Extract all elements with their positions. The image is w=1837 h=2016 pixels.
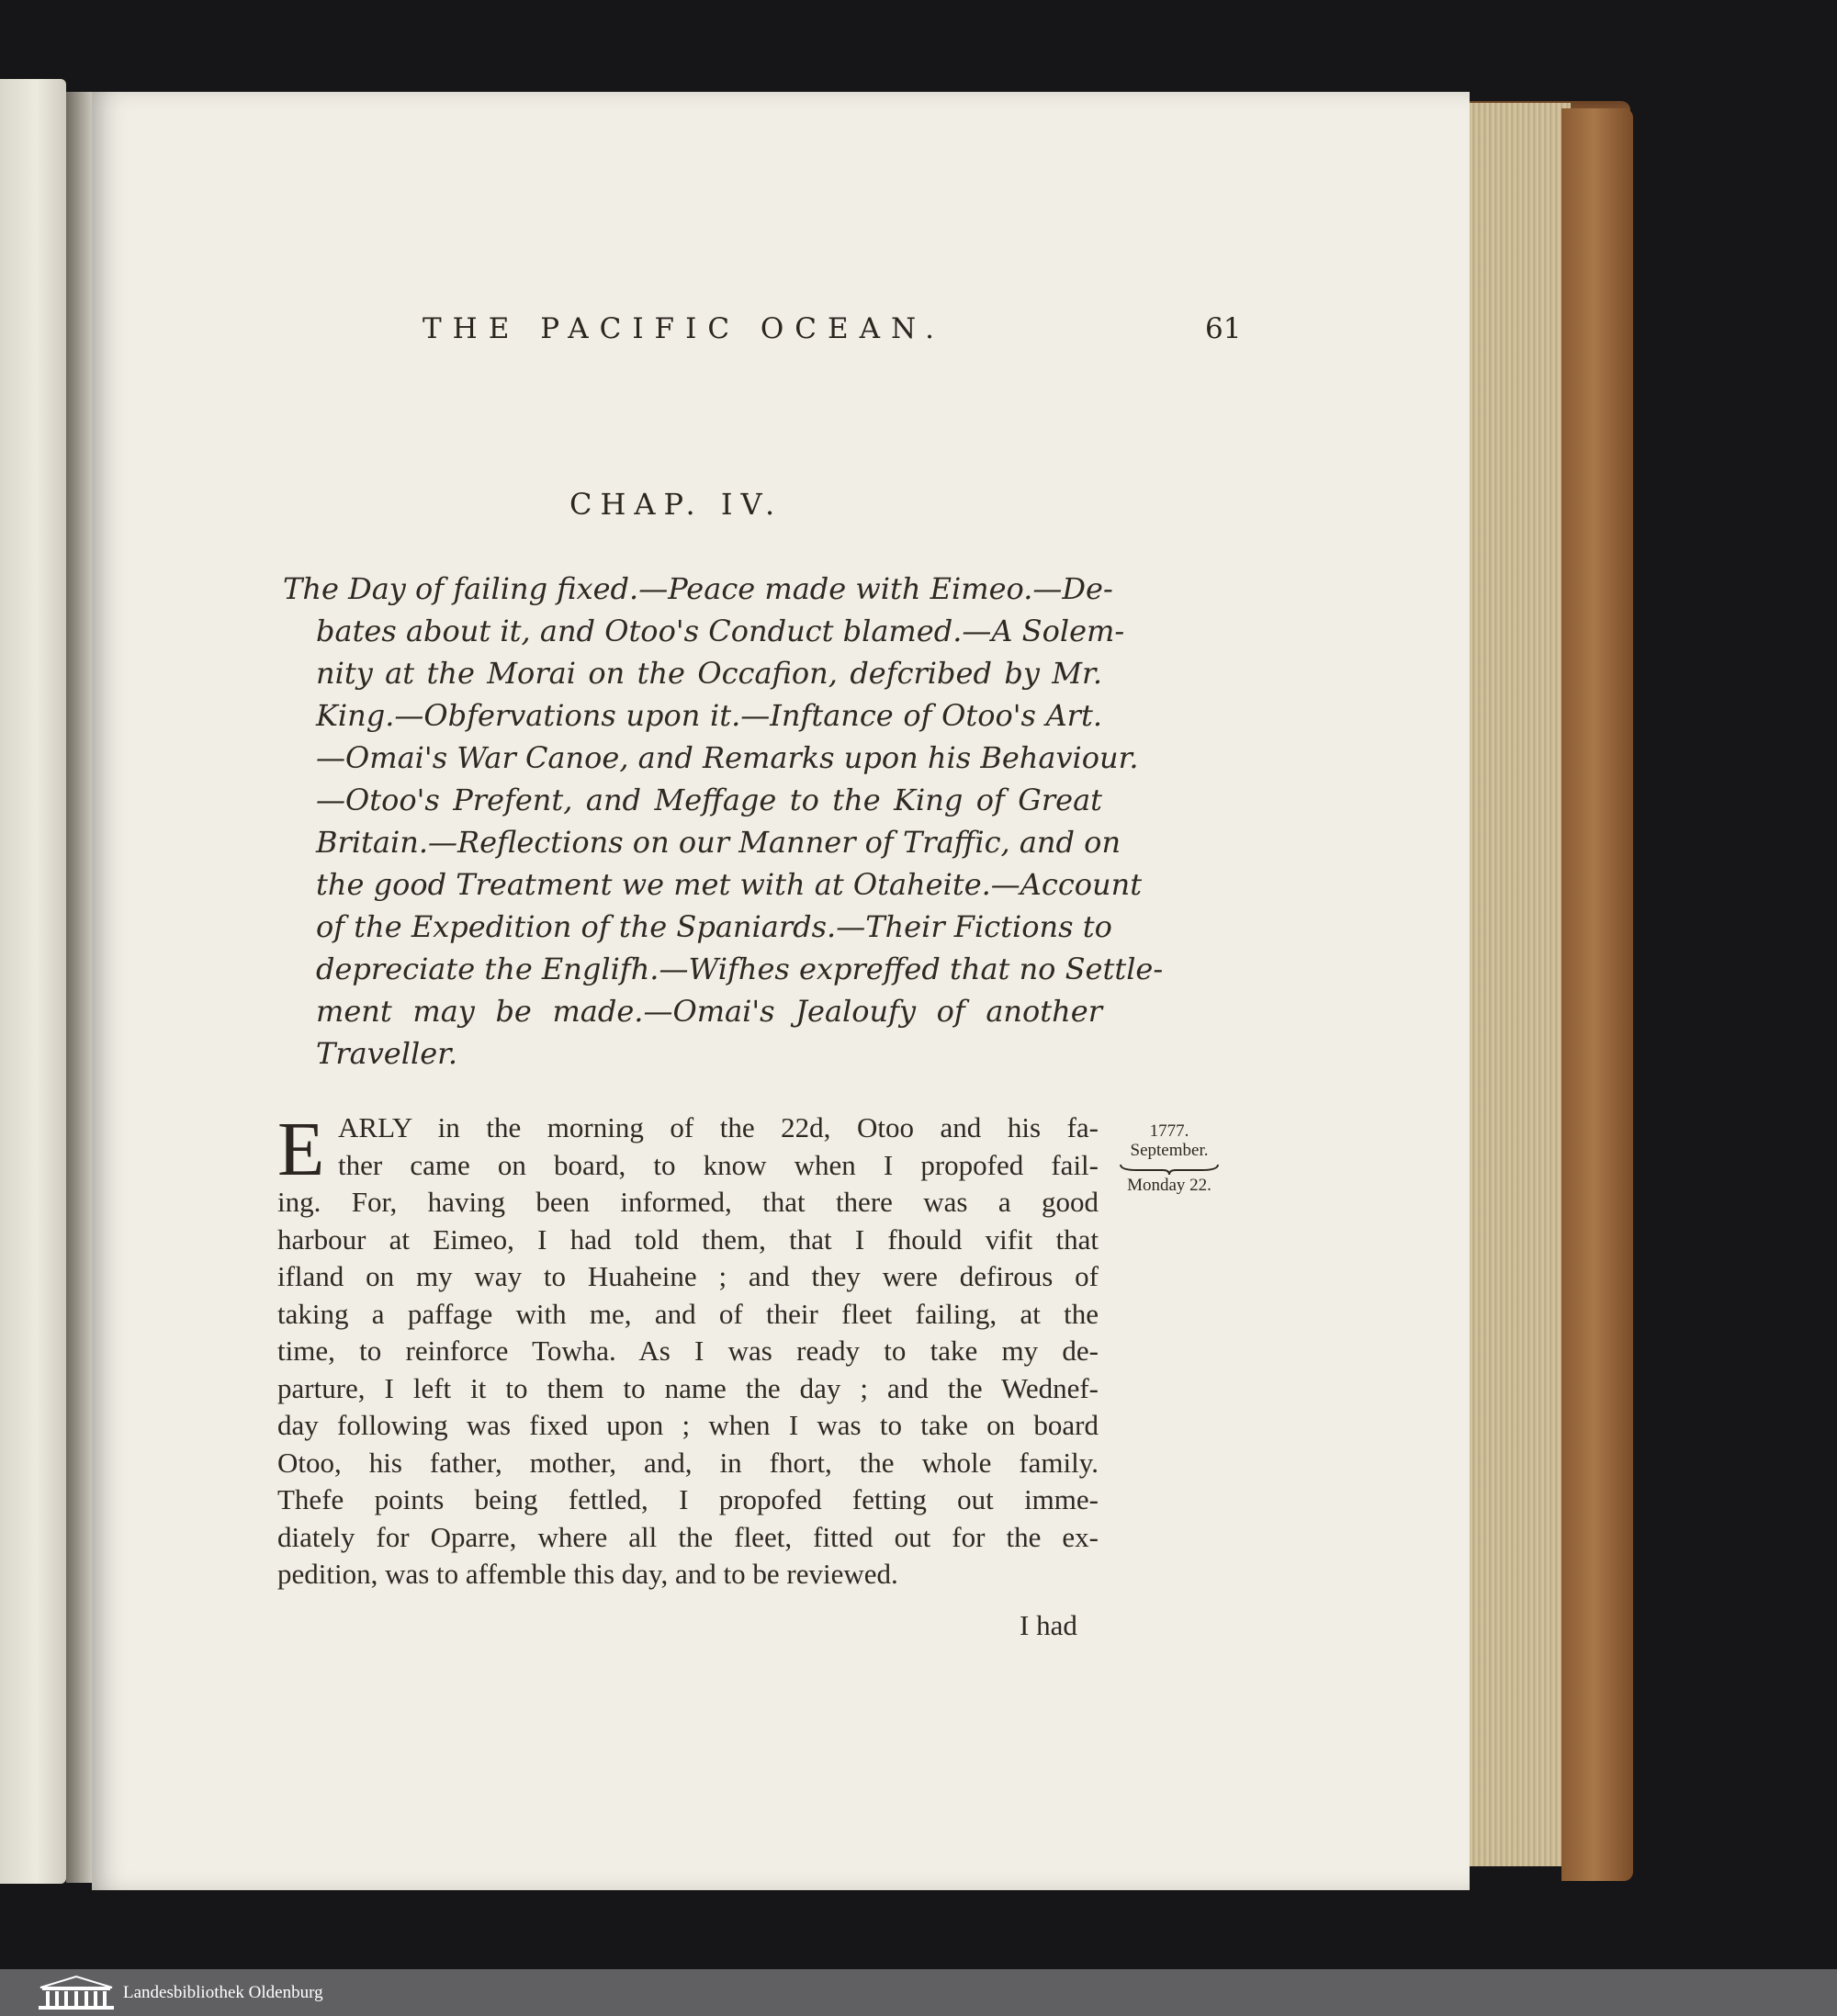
summary-line: —Omai's War Canoe, and Remarks upon his Behaviour. [316, 740, 1139, 775]
summary-line: bates about it, and Otoo's Conduct blamed.—A Solem- [316, 614, 1125, 648]
body-paragraph [277, 1109, 1099, 1594]
body-line: Otoo, his father, mother, and, in fhort, the whole family. [277, 1446, 1099, 1479]
body-line: diately for Oparre, where all the fleet, fitted out for the ex- [277, 1520, 1099, 1553]
summary-line: The Day of failing fixed.—Peace made with Eimeo.—De- [283, 571, 1113, 606]
summary-line: Britain.—Reflections on our Manner of Traffic, and on [316, 825, 1121, 860]
book-cover-spine [1561, 108, 1633, 1881]
catchword: I had [1020, 1609, 1077, 1641]
body-line: ifland on my way to Huaheine ; and they were defirous of [277, 1260, 1099, 1292]
running-head: THE PACIFIC OCEAN. [423, 312, 946, 345]
margin-month: September. [1130, 1141, 1209, 1160]
page-number: 61 [1205, 312, 1242, 345]
summary-line: King.—Obfervations upon it.—Inftance of Otoo's Art. [316, 698, 1102, 733]
margin-date-note [1111, 1122, 1227, 1196]
chapter-summary [283, 568, 1164, 1075]
summary-line: depreciate the Englifh.—Wifhes expreffed that no Settle- [316, 952, 1164, 986]
body-line: ther came on board, to know when I propofed fail- [338, 1148, 1099, 1181]
body-line: taking a paffage with me, and of their fleet failing, at the [277, 1297, 1099, 1330]
body-line: pedition, was to affemble this day, and to be reviewed. [277, 1558, 898, 1590]
library-building-icon [37, 1975, 116, 2011]
drop-cap: E [277, 1107, 325, 1192]
library-name[interactable]: Landesbibliothek Oldenburg [123, 1982, 323, 2002]
summary-line: ment may be made.—Omai's Jealoufy of another [316, 994, 1102, 1029]
body-line: parture, I left it to them to name the day ; and the Wednef- [277, 1371, 1099, 1404]
summary-line: of the Expedition of the Spaniards.—Their Fictions to [316, 909, 1112, 944]
summary-line: —Otoo's Prefent, and Meffage to the King of Great [316, 783, 1102, 817]
body-line: Thefe points being fettled, I propofed fetting out imme- [277, 1483, 1099, 1515]
margin-year: 1777. [1149, 1121, 1189, 1141]
book-gutter [66, 92, 92, 1883]
footer-bar [0, 1969, 1837, 2016]
body-line: day following was fixed upon ; when I was to take on board [277, 1409, 1099, 1441]
left-page-edge [0, 79, 66, 1884]
summary-line: the good Treatment we met with at Otaheite.—Account [316, 867, 1143, 902]
margin-day: Monday 22. [1127, 1176, 1212, 1195]
summary-line: Traveller. [316, 1036, 458, 1071]
page-block-edge [1470, 103, 1571, 1866]
body-line: time, to reinforce Towha. As I was ready to take my de- [277, 1335, 1099, 1367]
brace-icon [1111, 1161, 1227, 1176]
chapter-heading: CHAP. IV. [569, 487, 783, 522]
body-line: ing. For, having been informed, that there was a good [277, 1186, 1099, 1218]
body-line: ARLY in the morning of the 22d, Otoo and his fa- [338, 1111, 1099, 1143]
summary-line: nity at the Morai on the Occafion, defcribed by Mr. [316, 656, 1102, 691]
body-line: harbour at Eimeo, I had told them, that I fhould vifit that [277, 1222, 1099, 1256]
